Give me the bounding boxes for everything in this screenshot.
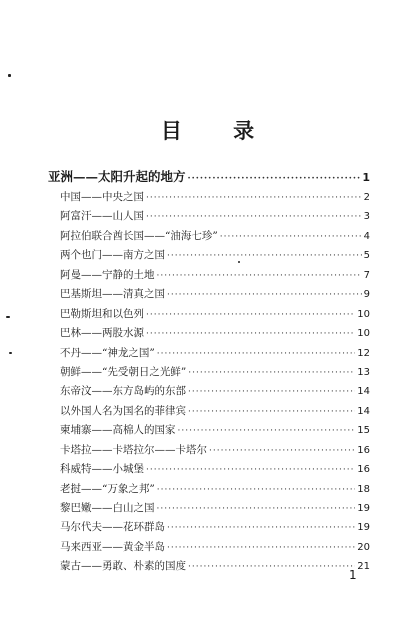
toc-entry-page: 12: [357, 347, 370, 359]
toc-entry-label: 阿富汗——山人国: [60, 210, 144, 223]
toc-entry-label: 中国——中央之国: [60, 191, 144, 203]
toc-entry-label: 不丹——“神龙之国”: [60, 346, 155, 359]
toc-entry: [48, 227, 370, 246]
dot-leader: [146, 325, 355, 344]
toc-entry-page: 14: [357, 405, 370, 417]
toc-entry-page: 3: [363, 211, 370, 223]
toc-entry: [48, 324, 370, 343]
toc-entry-label: 以外国人名为国名的菲律宾: [60, 404, 186, 417]
page-title: 目 录: [160, 118, 277, 143]
dot-leader: [188, 383, 355, 402]
toc-entry-page: 19: [357, 503, 370, 514]
toc-entry: [48, 480, 370, 499]
scan-speck: [9, 352, 12, 354]
toc-entry-page: 16: [357, 444, 370, 456]
dot-leader: [157, 345, 356, 364]
toc-entry-label: 阿曼——宁静的土地: [60, 268, 155, 281]
toc-entry-label: 巴基斯坦——清真之国: [60, 288, 165, 301]
toc-entry-page: 9: [363, 289, 370, 301]
toc-entry-page: 2: [363, 192, 370, 203]
toc-entry: [48, 207, 370, 226]
toc-entry-label: 科威特——小城堡: [60, 463, 144, 476]
dot-leader: [157, 500, 356, 519]
toc-entry: [48, 305, 370, 324]
dot-leader: [146, 461, 355, 480]
toc-entry-page: 16: [357, 464, 370, 476]
toc-entry-label: 老挝——“万象之邦”: [60, 482, 155, 495]
toc-entry-label: 巴林——两股水源: [60, 327, 144, 340]
toc-entry-label: 黎巴嫩——白山之国: [60, 502, 155, 514]
dot-leader: [167, 247, 362, 266]
toc-entry-label: 柬埔寨——高棉人的国家: [60, 424, 176, 437]
dot-leader: [178, 422, 356, 441]
toc-entry-page: 7: [363, 269, 370, 281]
scan-speck: [8, 74, 11, 77]
dot-leader: [167, 519, 355, 538]
dot-leader: [167, 539, 355, 558]
toc-entry-label: 马尔代夫——花环群岛: [60, 521, 165, 534]
toc-entry-page: 19: [357, 522, 370, 534]
toc-entry: [48, 421, 370, 440]
dot-leader: [157, 481, 356, 500]
toc-entry-label: 东帝汶——东方岛屿的东部: [60, 385, 186, 398]
toc-entry: [48, 266, 370, 285]
dot-leader: [157, 267, 362, 286]
table-of-contents: [48, 166, 370, 577]
dot-leader: [188, 558, 355, 577]
toc-entry: [48, 538, 370, 557]
dot-leader: [146, 208, 362, 227]
dot-leader: [209, 442, 355, 461]
dot-leader: [188, 168, 361, 190]
dot-leader: [188, 364, 355, 383]
toc-entry: [48, 557, 370, 576]
toc-section-row: [48, 166, 370, 188]
toc-entry-page: 18: [357, 483, 370, 495]
toc-entry-label: 卡塔拉——卡塔拉尔——卡塔尔: [60, 443, 207, 456]
toc-entry-label: 两个也门——南方之国: [60, 249, 165, 262]
toc-entry-label: 蒙古——勇敢、朴素的国度: [60, 560, 186, 573]
toc-section-label: 亚洲——太阳升起的地方: [48, 169, 186, 184]
toc-entry-page: 5: [363, 250, 370, 262]
toc-entry: [48, 344, 370, 363]
dot-leader: [167, 286, 362, 305]
toc-entry-label: 巴勒斯坦和以色列: [60, 307, 144, 320]
toc-entry: [48, 460, 370, 479]
toc-entry-page: 15: [357, 425, 370, 437]
toc-entry: [48, 499, 370, 518]
toc-entry-label: 马来西亚——黄金半岛: [60, 540, 165, 553]
dot-leader: [146, 189, 362, 208]
scan-speck: [6, 316, 10, 318]
toc-entry-page: 14: [357, 386, 370, 398]
toc-entry: [48, 285, 370, 304]
scan-speck: [238, 261, 240, 263]
toc-entry-label: 朝鲜——“先受朝日之光鲜”: [60, 365, 187, 378]
dot-leader: [220, 228, 362, 247]
dot-leader: [188, 403, 355, 422]
toc-entry-page: 21: [357, 561, 370, 573]
toc-entry-page: 13: [357, 366, 370, 378]
toc-entry-page: 4: [363, 230, 370, 242]
toc-entry: [48, 402, 370, 421]
toc-entry: [48, 382, 370, 401]
toc-entry: [48, 246, 370, 265]
toc-entry-label: 阿拉伯联合酋长国——“油海七珍”: [60, 229, 218, 242]
toc-entry: [48, 188, 370, 207]
toc-entry-page: 10: [357, 308, 370, 320]
toc-entry: [48, 441, 370, 460]
toc-section-page: 1: [362, 171, 370, 184]
page-folio: 1: [349, 568, 357, 582]
toc-entry-page: 10: [357, 328, 370, 340]
toc-entry-page: 20: [357, 541, 370, 553]
toc-entry: [48, 363, 370, 382]
dot-leader: [146, 306, 355, 325]
toc-entry: [48, 518, 370, 537]
